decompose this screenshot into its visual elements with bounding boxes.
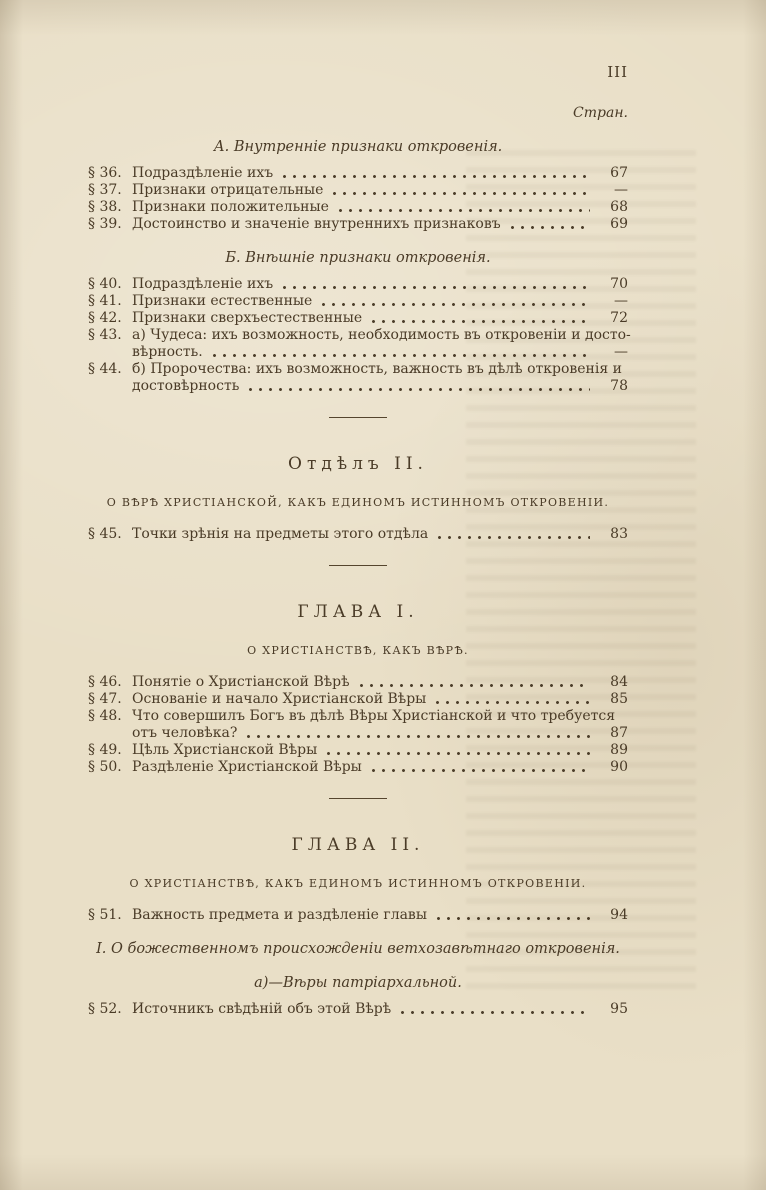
page-content: [88, 63, 631, 1018]
dot-leader: [280, 280, 590, 292]
entry-page: 87: [610, 725, 628, 741]
toc-entry-line: [88, 327, 631, 344]
section-divider: [329, 565, 387, 566]
toc-entry-line: [88, 310, 628, 327]
entry-page: 83: [610, 526, 628, 542]
entry-number: § 46.: [88, 674, 122, 690]
toc-entry: [88, 708, 628, 742]
toc-entry-line: [88, 691, 628, 708]
toc-entry: [88, 310, 628, 327]
entry-number: § 48.: [88, 708, 122, 724]
entry-title: Источникъ свѣдѣній объ этой Вѣрѣ: [132, 1001, 392, 1017]
dot-leader: [336, 203, 590, 215]
entry-page: —: [614, 182, 628, 198]
section-heading: Отдѣлъ II.: [288, 454, 428, 474]
entry-page: 70: [610, 276, 628, 292]
toc-entry: [88, 759, 628, 776]
entry-number: § 50.: [88, 759, 122, 775]
toc-entry-line: [88, 216, 628, 233]
toc-entries: [88, 1001, 628, 1018]
toc-entry-line: [88, 344, 628, 361]
entry-title: Признаки положительные: [132, 199, 329, 215]
toc-entry: [88, 327, 631, 361]
toc-entries: [88, 907, 628, 924]
toc-entry-line: [88, 165, 628, 182]
entry-title: Что совершилъ Богъ въ дѣлѣ Вѣры Христіанской и что требуется: [132, 708, 616, 724]
entry-title: Цѣль Христіанской Вѣры: [132, 742, 318, 758]
toc-entry-line: [88, 526, 628, 543]
section-subheading: О ВѢРѢ ХРИСТІАНСКОЙ, КАКЪ ЕДИНОМЪ ИСТИННОМЪ ОТКРОВЕНІИ.: [106, 496, 610, 509]
entry-page: —: [614, 293, 628, 309]
dot-leader: [369, 314, 590, 326]
section-subheading: О ХРИСТІАНСТВѢ, КАКЪ ЕДИНОМЪ ИСТИННОМЪ ОТКРОВЕНІИ.: [129, 877, 587, 890]
dot-leader: [398, 1005, 590, 1017]
toc-entry-line: [88, 907, 628, 924]
toc-entry: [88, 674, 628, 691]
toc-entry: [88, 199, 628, 216]
toc-entry-line: [88, 742, 628, 759]
entry-page: 84: [610, 674, 628, 690]
folio-page-number: III: [607, 63, 628, 81]
entry-page: 67: [610, 165, 628, 181]
toc-entry: [88, 526, 628, 543]
page-column-header: Стран.: [573, 105, 628, 121]
entry-number: § 37.: [88, 182, 122, 198]
toc-entries: [88, 276, 631, 395]
entry-page: 68: [610, 199, 628, 215]
entry-number: § 52.: [88, 1001, 122, 1017]
entry-number: § 40.: [88, 276, 122, 292]
entry-number: § 41.: [88, 293, 122, 309]
toc-entry: [88, 293, 628, 310]
entry-number: § 39.: [88, 216, 122, 232]
entry-title: Важность предмета и раздѣленіе главы: [132, 907, 427, 923]
dot-leader: [369, 763, 590, 775]
section-subheading: О ХРИСТІАНСТВѢ, КАКЪ ВѢРѢ.: [247, 644, 469, 657]
entry-title: Подраздѣленіе ихъ: [132, 276, 274, 292]
entry-page: 95: [610, 1001, 628, 1017]
toc-entry: [88, 1001, 628, 1018]
entry-title: Признаки отрицательные: [132, 182, 324, 198]
entry-title: Достоинство и значеніе внутреннихъ признаковъ: [132, 216, 501, 232]
toc-entry-line: [88, 708, 628, 725]
dot-leader: [244, 729, 590, 741]
toc-entry: [88, 691, 628, 708]
entry-page: —: [614, 344, 628, 360]
entry-number: § 42.: [88, 310, 122, 326]
toc-entry: [88, 361, 628, 395]
entry-title: Основаніе и начало Христіанской Вѣры: [132, 691, 427, 707]
entry-page: 69: [610, 216, 628, 232]
dot-leader: [357, 678, 590, 690]
toc-entries: [88, 165, 628, 233]
toc-entry: [88, 216, 628, 233]
entry-title: Раздѣленіе Христіанской Вѣры: [132, 759, 362, 775]
entry-number: § 44.: [88, 361, 122, 377]
group-heading: I. О божественномъ происхожденіи ветхозавѣтнаго откровенія.: [96, 941, 620, 957]
entry-title: Понятіе о Христіанской Вѣрѣ: [132, 674, 350, 690]
dot-leader: [433, 695, 590, 707]
entry-number: § 49.: [88, 742, 122, 758]
entry-page: 89: [610, 742, 628, 758]
entry-number: § 43.: [88, 327, 122, 343]
entry-number: § 47.: [88, 691, 122, 707]
entry-title: Признаки естественные: [132, 293, 313, 309]
dot-leader: [319, 297, 590, 309]
section-heading: ГЛАВА I.: [297, 602, 419, 622]
section-heading: ГЛАВА II.: [291, 835, 425, 855]
toc-entry-line: [88, 182, 628, 199]
entry-title: Признаки сверхъестественные: [132, 310, 363, 326]
dot-leader: [330, 186, 590, 198]
dot-leader: [324, 746, 590, 758]
toc-entry-line: [88, 361, 628, 378]
toc-entries: [88, 526, 628, 543]
toc-entry-line: [88, 1001, 628, 1018]
dot-leader: [435, 530, 590, 542]
section-divider: [329, 798, 387, 799]
dot-leader: [508, 220, 590, 232]
toc-entry: [88, 907, 628, 924]
toc-entry-line: [88, 276, 628, 293]
entry-title: а) Чудеса: ихъ возможность, необходимость въ откровеніи и досто-: [132, 327, 631, 343]
entry-title-continued: отъ человѣка?: [132, 725, 238, 741]
group-heading: Б. Внѣшніе признаки откровенія.: [225, 250, 491, 266]
dot-leader: [246, 382, 590, 394]
toc-entry-line: [88, 674, 628, 691]
entry-page: 72: [610, 310, 628, 326]
entry-title: Точки зрѣнія на предметы этого отдѣла: [132, 526, 429, 542]
toc-entry: [88, 742, 628, 759]
entry-page: 94: [610, 907, 628, 923]
dot-leader: [434, 911, 590, 923]
toc-entry-line: [88, 378, 628, 395]
entry-page: 90: [610, 759, 628, 775]
entry-page: 78: [610, 378, 628, 394]
entry-number: § 36.: [88, 165, 122, 181]
entry-number: § 38.: [88, 199, 122, 215]
toc-entry-line: [88, 199, 628, 216]
toc-entry: [88, 165, 628, 182]
entry-number: § 51.: [88, 907, 122, 923]
group-heading: а)—Вѣры патріархальной.: [254, 975, 462, 991]
entry-title-continued: вѣрность.: [132, 344, 203, 360]
entry-title: Подраздѣленіе ихъ: [132, 165, 274, 181]
entry-number: § 45.: [88, 526, 122, 542]
group-heading: А. Внутренніе признаки откровенія.: [213, 139, 503, 155]
toc-entry-line: [88, 759, 628, 776]
entry-page: 85: [610, 691, 628, 707]
toc-body: [88, 138, 631, 1018]
entry-title: б) Пророчества: ихъ возможность, важность въ дѣлѣ откровенія и: [132, 361, 622, 377]
section-divider: [329, 417, 387, 418]
toc-entry-line: [88, 293, 628, 310]
dot-leader: [280, 169, 590, 181]
entry-title-continued: достовѣрность: [132, 378, 240, 394]
toc-entry: [88, 182, 628, 199]
toc-entry-line: [88, 725, 628, 742]
toc-entry: [88, 276, 628, 293]
dot-leader: [210, 348, 590, 360]
toc-entries: [88, 674, 628, 776]
